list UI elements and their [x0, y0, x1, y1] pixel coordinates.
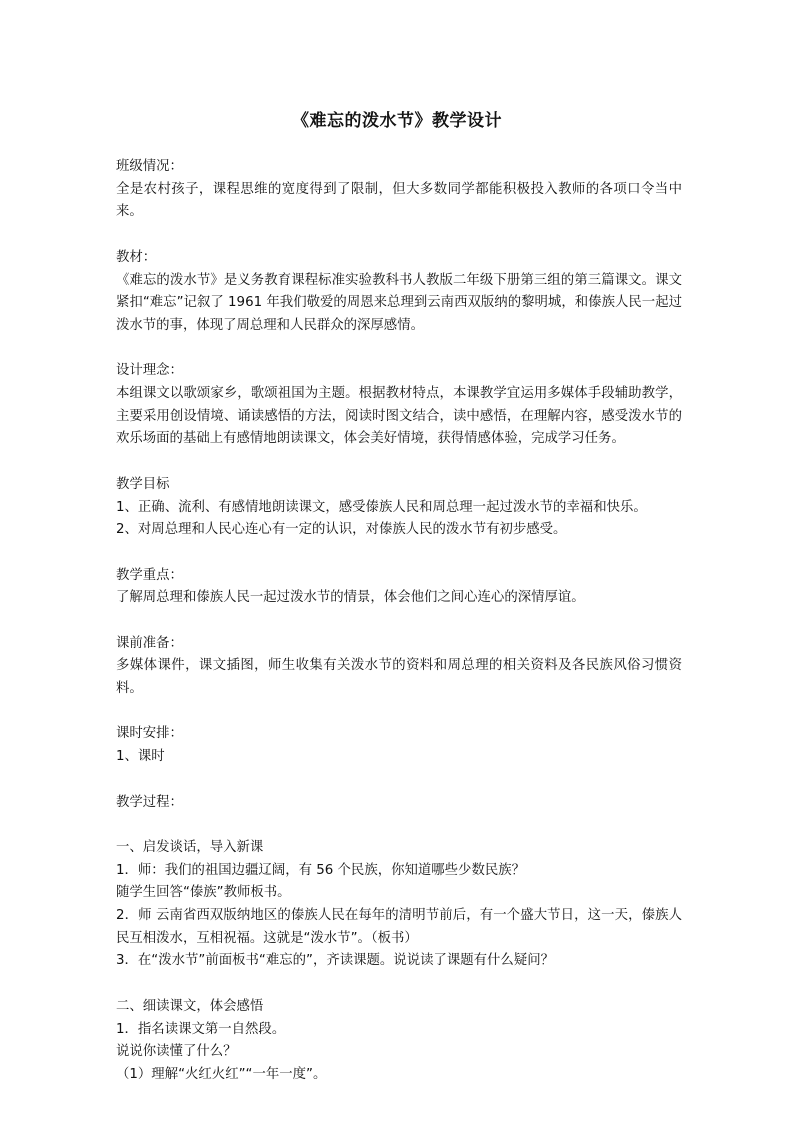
process-line: （1）理解“火红火红”“一年一度”。 — [116, 1066, 327, 1082]
section-class-situation — [116, 156, 682, 224]
process-line: 随学生回答“傣族”教师板书。 — [116, 885, 291, 901]
process-line: 2．师 云南省西双版纳地区的傣族人民在每年的清明节前后，有一个盛大节日，这一天，傣族人民互相泼水，互相祝福。这就是“泼水节”。（板书） — [116, 908, 682, 946]
section-text: 1、课时 — [116, 749, 165, 765]
section-heading: 课时安排： — [116, 726, 183, 742]
section-heading: 设计理念： — [116, 363, 183, 379]
section-text: 多媒体课件，课文插图，师生收集有关泼水节的资料和周总理的相关资料及各民族风俗习惯资料。 — [116, 658, 682, 697]
section-heading: 教学目标 — [116, 476, 170, 492]
section-text: 本组课文以歌颂家乡，歌颂祖国为主题。根据教材特点，本课教学宜运用多媒体手段辅助教学，主要采用创设情境、诵读感悟的方法，阅读时图文结合，读中感悟，在理解内容，感受泼水节的欢乐场面的基础上有感情地朗读课文，体会美好情境，获得情感体验，完成学习任务。 — [116, 386, 682, 447]
section-heading: 班级情况： — [116, 159, 183, 174]
section-schedule — [116, 723, 682, 768]
page-title: 《难忘的泼水节》教学设计 — [292, 111, 502, 131]
section-heading: 教材： — [116, 249, 157, 265]
document-body — [116, 156, 682, 1087]
section-process — [116, 792, 682, 1087]
section-heading: 教学重点： — [116, 567, 183, 583]
goal-item: 2、对周总理和人民心连心有一定的认识，对傣族人民的泼水节有初步感受。 — [116, 522, 567, 538]
process-line: 1．指名读课文第一自然段。 — [116, 1021, 286, 1037]
section-textbook — [116, 247, 682, 338]
process-line: 1．师：我们的祖国边疆辽阔，有 56 个民族，你知道哪些少数民族？ — [116, 862, 526, 878]
section-preparation — [116, 633, 682, 701]
section-text: 了解周总理和傣族人民一起过泼水节的情景，体会他们之间心连心的深情厚谊。 — [116, 590, 585, 606]
section-design-concept — [116, 360, 682, 451]
subsection-heading: 二、细读课文，体会感悟 — [116, 998, 264, 1014]
subsection-heading: 一、启发谈话，导入新课 — [116, 839, 264, 855]
goal-item: 1、正确、流利、有感情地朗读课文，感受傣族人民和周总理一起过泼水节的幸福和快乐。 — [116, 499, 647, 515]
process-line: 说说你读懂了什么？ — [116, 1044, 237, 1060]
section-heading: 教学过程： — [116, 794, 183, 810]
section-text: 《难忘的泼水节》是义务教育课程标准实验教科书人教版二年级下册第三组的第三篇课文。课文紧扣“难忘”记叙了 1961 年我们敬爱的周恩来总理到云南西双版纳的黎明城，和傣族人民一起过泼水节的事，体现了周总理和人民群众的深厚感情。 — [116, 272, 682, 333]
section-teaching-focus — [116, 565, 682, 610]
section-heading: 课前准备： — [116, 635, 183, 651]
process-line: 3．在“泼水节”前面板书“难忘的”，齐读课题。说说读了课题有什么疑问？ — [116, 953, 554, 969]
section-teaching-goals — [116, 474, 682, 542]
section-text: 全是农村孩子，课程思维的宽度得到了限制，但大多数同学都能积极投入教师的各项口令当中来。 — [116, 181, 682, 220]
